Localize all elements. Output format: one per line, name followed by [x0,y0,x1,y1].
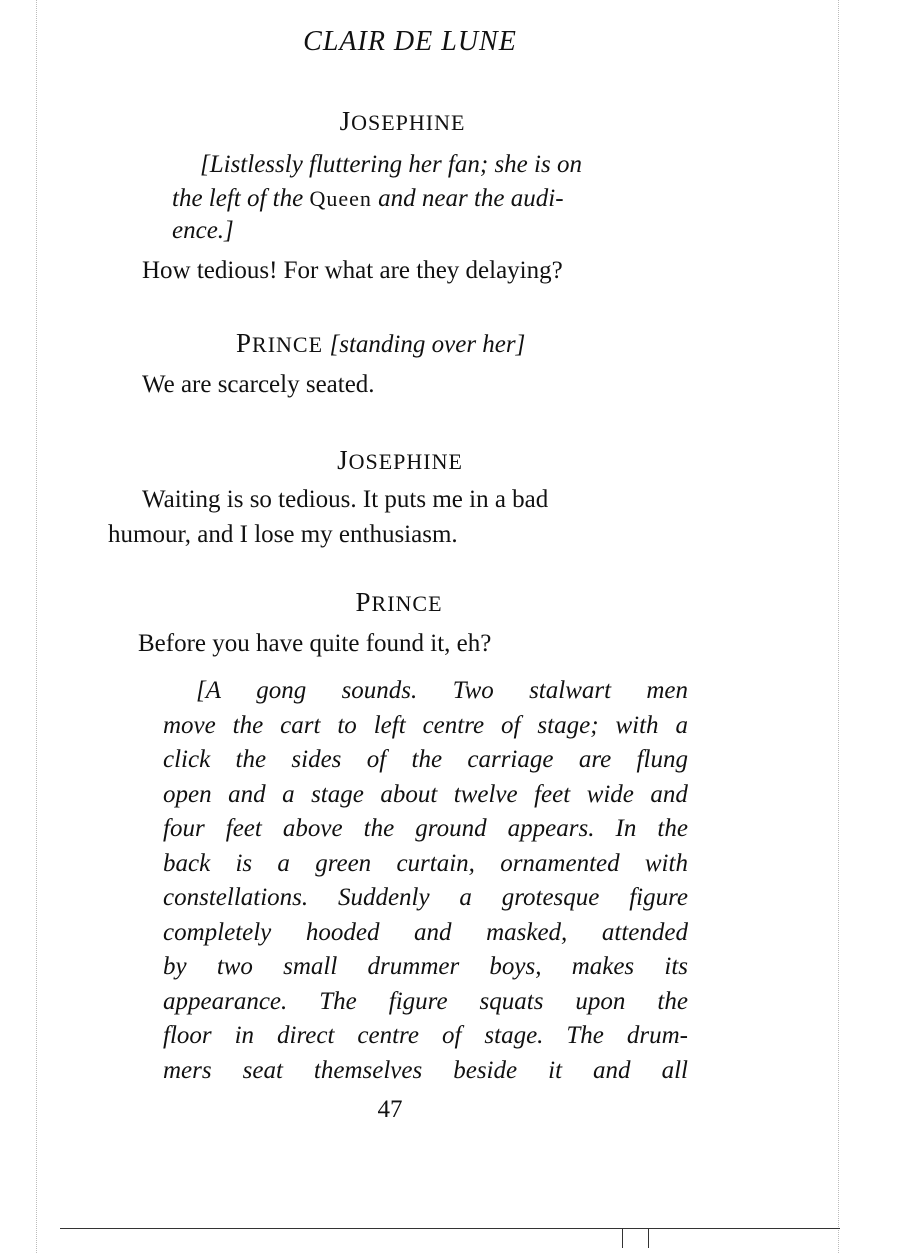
speaker-josephine: JOSEPHINE [339,106,466,136]
stage-direction-line: open and a stage about twelve feet wide and [163,780,688,808]
stage-direction: [standing over her] [329,331,526,358]
stage-direction-line: mers seat themselves beside it and all [163,1056,688,1084]
left-margin-specks [36,0,37,1253]
dialogue-line: How tedious! For what are they delaying? [142,257,563,284]
rule-tick [648,1228,649,1248]
stage-direction-line: back is a green curtain, ornamented with [163,849,688,877]
stage-direction-line: the left of the Queen and near the audi- [172,185,564,212]
right-margin-specks [838,0,839,1253]
dialogue-line: We are scarcely seated. [142,371,375,398]
dialogue-line: humour, and I lose my enthusiasm. [108,521,458,548]
stage-direction-line: move the cart to left centre of stage; with a [163,711,688,739]
dialogue-line: Waiting is so tedious. It puts me in a bad [142,486,549,513]
stage-direction-line: [A gong sounds. Two stalwart men [196,677,688,704]
stage-direction-line: ence.] [172,217,234,244]
bottom-rule [60,1228,840,1229]
stage-direction-line: completely hooded and masked, attended [163,918,688,946]
running-head: CLAIR DE LUNE [303,26,517,57]
stage-direction-line: appearance. The figure squats upon the [163,987,688,1015]
stage-direction-line: four feet above the ground appears. In the [163,815,688,842]
speaker-prince: PRINCE [standing over her] [236,328,526,358]
stage-direction-line: click the sides of the carriage are flung [163,746,688,773]
stage-direction-line: [Listlessly fluttering her fan; she is on [200,151,582,178]
character-name-queen: Queen [309,186,372,211]
rule-tick [622,1228,623,1248]
stage-direction-line: floor in direct centre of stage. The drum- [163,1022,688,1049]
stage-direction-line: by two small drummer boys, makes its [163,953,688,980]
stage-direction-line: constellations. Suddenly a grotesque figure [163,884,688,911]
speaker-prince: PRINCE [355,587,443,617]
speaker-josephine: JOSEPHINE [337,445,463,475]
dialogue-line: Before you have quite found it, eh? [138,630,492,657]
page-number: 47 [377,1096,403,1123]
